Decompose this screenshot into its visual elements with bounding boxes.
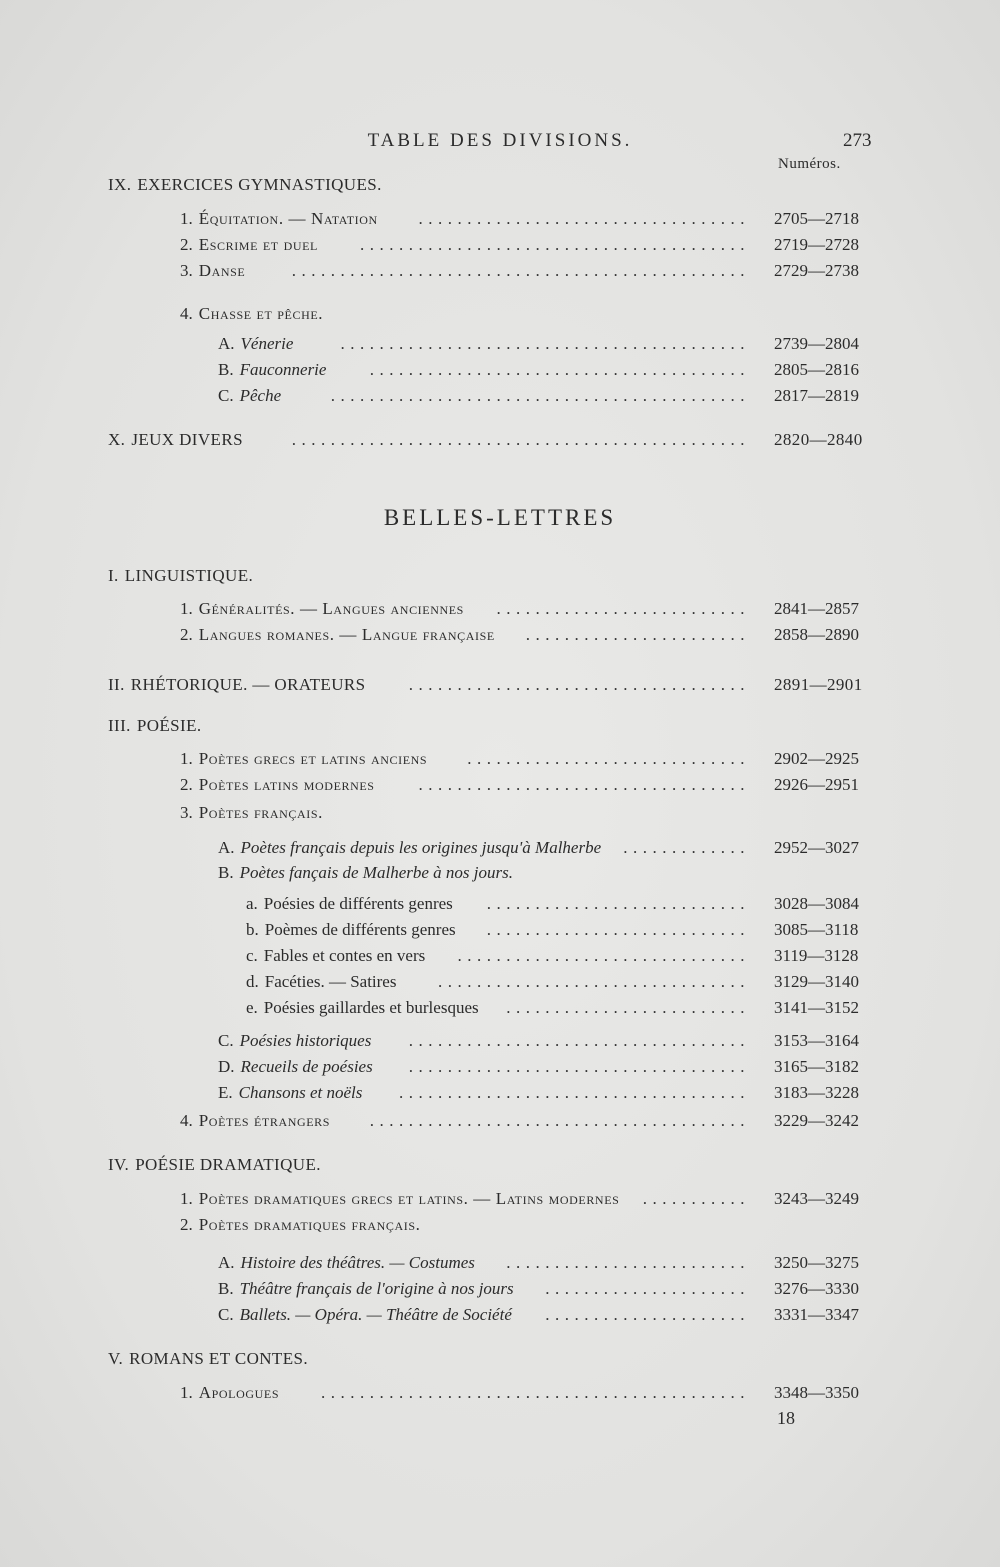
toc-entry-label (246, 995, 479, 1021)
dot-leader: .......................................... (340, 334, 750, 353)
dot-leader: ............................................... (291, 261, 750, 280)
toc-entry-text: Chansons et noëls (238, 1083, 363, 1102)
dot-leader: ................................... (408, 1057, 750, 1076)
toc-entry-marker: D. (218, 1057, 235, 1076)
toc-entry-range: 3243—3249 (774, 1189, 859, 1208)
toc-entry-marker: 4. (180, 304, 193, 323)
dot-leader: ........... (642, 1189, 750, 1208)
toc-entry (180, 1108, 874, 1134)
dot-leader: ..................... (545, 1305, 750, 1324)
toc-entry-range: 3183—3228 (774, 1083, 859, 1102)
toc-entry-label (246, 917, 456, 943)
dot-leader: ....................... (525, 625, 750, 644)
toc-entry-text: Recueils de poésies (240, 1057, 373, 1076)
toc-entry-marker: 1. (180, 599, 193, 618)
toc-entry-label (218, 860, 513, 886)
toc-entry (246, 969, 874, 995)
dot-leader: ........................................ (360, 235, 750, 254)
dot-leader: ..................... (545, 1279, 750, 1298)
dot-leader: ....................................... (369, 360, 750, 379)
signature-mark: 18 (777, 1408, 795, 1428)
toc-entry-text: Fables et contes en vers (263, 946, 426, 965)
column-label: Numéros. (778, 156, 841, 172)
toc-entry (108, 1152, 874, 1178)
toc-entry-marker: B. (218, 863, 234, 882)
toc-entry-text: Fauconnerie (239, 360, 327, 379)
toc-entry-marker: 3. (180, 261, 193, 280)
toc-entry (218, 1302, 874, 1328)
toc-entry-label (108, 427, 243, 453)
toc-entry (108, 563, 874, 589)
dot-leader: ............. (623, 838, 750, 857)
dot-leader: ........................... (486, 894, 750, 913)
toc-entry (180, 746, 874, 772)
toc-entry-marker: V. (108, 1349, 124, 1368)
toc-entry-marker: 2. (180, 625, 193, 644)
toc-entry-text: Poètes dramatiques français. (198, 1215, 421, 1234)
toc-entry-marker: X. (108, 430, 126, 449)
toc-entry (246, 943, 874, 969)
toc-entry (218, 1054, 874, 1080)
toc-entry (218, 383, 874, 409)
page-number: 273 (843, 130, 872, 151)
dot-leader: .............................. (457, 946, 750, 965)
dot-leader: ............................. (467, 749, 750, 768)
toc-entry-label (180, 1380, 279, 1406)
toc-entry-marker: b. (246, 920, 259, 939)
toc-entry-marker: I. (108, 566, 119, 585)
toc-entry-text: RHÉTORIQUE. — ORATEURS (130, 675, 366, 694)
toc-entry-text: Facéties. — Satires (264, 972, 397, 991)
toc-entry-range: 2817—2819 (774, 386, 859, 405)
toc-entry-text: POÉSIE. (136, 716, 202, 735)
toc-entry-range: 2858—2890 (774, 625, 859, 644)
toc-entry (218, 331, 874, 357)
toc-entry-marker: III. (108, 716, 131, 735)
toc-entry-marker: e. (246, 998, 258, 1017)
toc-entry-label (218, 357, 326, 383)
toc-entry (108, 1346, 874, 1372)
toc-entry-text: Poètes français. (198, 803, 323, 822)
dot-leader: ................................... (408, 675, 750, 694)
dot-leader: ........................... (486, 920, 750, 939)
toc-entry-label (180, 206, 378, 232)
toc-entry-range: 2891—2901 (774, 675, 863, 694)
toc-entry-text: Langues romanes. — Langue française (198, 625, 495, 644)
toc-entry-marker: c. (246, 946, 258, 965)
toc-entry-range: 3229—3242 (774, 1111, 859, 1130)
toc-entry-label (218, 1302, 512, 1328)
toc-entry-range: 2820—2840 (774, 430, 863, 449)
toc-entry (246, 917, 874, 943)
toc-entry-label (108, 1346, 308, 1372)
toc-entry-text: Poèmes de différents genres (264, 920, 456, 939)
toc-entry (218, 1028, 874, 1054)
toc-entry-text: Poètes grecs et latins anciens (198, 749, 428, 768)
toc-entry-marker: II. (108, 675, 125, 694)
toc-entry-range: 2805—2816 (774, 360, 859, 379)
toc-entry-range: 2739—2804 (774, 334, 859, 353)
toc-entry-label (108, 672, 365, 698)
toc-entry (108, 713, 874, 739)
toc-entry-label (246, 943, 425, 969)
toc-entry-marker: C. (218, 1305, 234, 1324)
toc-entry (218, 357, 874, 383)
toc-entry-label (108, 172, 382, 198)
toc-entry-text: Équitation. — Natation (198, 209, 378, 228)
toc-entry-label (218, 1250, 475, 1276)
toc-entry-marker: E. (218, 1083, 233, 1102)
toc-entry (180, 800, 874, 826)
toc-entry-label (108, 1152, 321, 1178)
dot-leader: .......................... (496, 599, 750, 618)
toc-entry-label (218, 383, 281, 409)
toc-entry-text: Généralités. — Langues anciennes (198, 599, 464, 618)
toc-entry-text: Danse (198, 261, 246, 280)
toc-entry-text: POÉSIE DRAMATIQUE. (135, 1155, 321, 1174)
toc-entry-marker: IV. (108, 1155, 130, 1174)
toc-entry-text: ROMANS ET CONTES. (129, 1349, 309, 1368)
toc-entry-range: 3119—3128 (774, 946, 859, 965)
toc-entry-label (246, 891, 453, 917)
toc-entry-marker: A. (218, 838, 235, 857)
dot-leader: ............................................ (321, 1383, 750, 1402)
toc-entry (180, 206, 874, 232)
toc-entry-label (180, 800, 323, 826)
dot-leader: ................................... (408, 1031, 750, 1050)
toc-entry-marker: B. (218, 1279, 234, 1298)
dot-leader: .................................... (399, 1083, 750, 1102)
toc-entry-range: 3276—3330 (774, 1279, 859, 1298)
toc-entry-marker: d. (246, 972, 259, 991)
toc-entry-label (218, 331, 293, 357)
toc-entry-label (108, 563, 253, 589)
toc-entry-range: 2952—3027 (774, 838, 859, 857)
dot-leader: ......................... (506, 1253, 750, 1272)
toc-entry-marker: a. (246, 894, 258, 913)
toc-entry-range: 2902—2925 (774, 749, 859, 768)
toc-entry-label (180, 596, 464, 622)
toc-entry-label (218, 1276, 514, 1302)
section-title: BELLES-LETTRES (383, 505, 617, 530)
toc-entry-marker: 1. (180, 209, 193, 228)
toc-entry-label (108, 713, 202, 739)
toc-entry (180, 622, 874, 648)
toc-entry-label (218, 1054, 373, 1080)
toc-entry (180, 258, 874, 284)
toc-entry (180, 1186, 874, 1212)
toc-entry-text: JEUX DIVERS (131, 430, 243, 449)
toc-entry-marker: A. (218, 1253, 235, 1272)
toc-entry-range: 3165—3182 (774, 1057, 859, 1076)
dot-leader: ....................................... (369, 1111, 750, 1130)
toc-entry (180, 772, 874, 798)
toc-entry-text: Poètes français depuis les origines jusqu'à Malherbe (240, 838, 602, 857)
toc-entry (246, 891, 874, 917)
toc-entry-range: 3153—3164 (774, 1031, 859, 1050)
toc-entry-label (246, 969, 396, 995)
toc-entry-range: 3348—3350 (774, 1383, 859, 1402)
toc-entry-label (218, 1080, 362, 1106)
toc-entry-marker: B. (218, 360, 234, 379)
dot-leader: .................................. (418, 775, 750, 794)
toc-entry (180, 1380, 874, 1406)
toc-entry (180, 1212, 874, 1238)
toc-entry-label (180, 746, 427, 772)
toc-entry-label (180, 1212, 420, 1238)
toc-entry-range: 3331—3347 (774, 1305, 859, 1324)
toc-entry-text: Pêche (239, 386, 282, 405)
toc-entry-marker: IX. (108, 175, 132, 194)
dot-leader: ........................................... (330, 386, 750, 405)
dot-leader: ............................................... (291, 430, 750, 449)
toc-entry (218, 835, 874, 861)
dot-leader: ......................... (506, 998, 750, 1017)
toc-entry-text: Poètes fançais de Malherbe à nos jours. (239, 863, 513, 882)
toc-entry-marker: 3. (180, 803, 193, 822)
toc-entry-range: 3250—3275 (774, 1253, 859, 1272)
dot-leader: .................................. (418, 209, 750, 228)
toc-entry-label (218, 835, 601, 861)
toc-entry-marker: C. (218, 386, 234, 405)
dot-leader: ................................ (438, 972, 750, 991)
toc-entry-text: Poésies de différents genres (263, 894, 453, 913)
toc-entry-text: Histoire des théâtres. — Costumes (240, 1253, 475, 1272)
toc-entry-text: Apologues (198, 1383, 280, 1402)
toc-entry-label (180, 1186, 619, 1212)
toc-entry-marker: C. (218, 1031, 234, 1050)
toc-entry-text: Poètes latins modernes (198, 775, 375, 794)
toc-entry-label (180, 232, 318, 258)
toc-entry-marker: 2. (180, 775, 193, 794)
toc-entry-label (180, 301, 323, 327)
toc-entry-range: 2841—2857 (774, 599, 859, 618)
toc-entry-text: Poésies gaillardes et burlesques (263, 998, 479, 1017)
toc-entry-text: LINGUISTIQUE. (124, 566, 254, 585)
toc-entry-text: Poètes étrangers (198, 1111, 331, 1130)
toc-entry-label (180, 258, 245, 284)
toc-entry-marker: 4. (180, 1111, 193, 1130)
toc-entry-text: Escrime et duel (198, 235, 318, 254)
toc-entry (108, 172, 874, 198)
toc-entry-text: Théâtre français de l'origine à nos jours (239, 1279, 514, 1298)
toc-entry (180, 596, 874, 622)
toc-entry-text: Poètes dramatiques grecs et latins. — Latins modernes (198, 1189, 620, 1208)
toc-entry-range: 3129—3140 (774, 972, 859, 991)
toc-entry-text: Poésies historiques (239, 1031, 372, 1050)
toc-entry-text: Ballets. — Opéra. — Théâtre de Société (239, 1305, 512, 1324)
toc-entry-range: 2719—2728 (774, 235, 859, 254)
toc-entry-marker: 1. (180, 749, 193, 768)
toc-entry-range: 2729—2738 (774, 261, 859, 280)
toc-entry (180, 301, 874, 327)
toc-entry-marker: 2. (180, 1215, 193, 1234)
toc-entry (180, 232, 874, 258)
toc-entry-text: Chasse et pêche. (198, 304, 324, 323)
toc-entry-label (180, 1108, 330, 1134)
toc-entry-label (180, 622, 495, 648)
toc-entry (218, 1250, 874, 1276)
toc-entry-marker: 2. (180, 235, 193, 254)
toc-entry-range: 3141—3152 (774, 998, 859, 1017)
toc-entry-marker: 1. (180, 1189, 193, 1208)
toc-entry (108, 427, 874, 453)
toc-entry-marker: A. (218, 334, 235, 353)
toc-entry-text: EXERCICES GYMNASTIQUES. (137, 175, 382, 194)
toc-entry (218, 860, 874, 886)
toc-entry-label (218, 1028, 371, 1054)
toc-entry (218, 1276, 874, 1302)
toc-entry (108, 672, 874, 698)
toc-entry-text: Vénerie (240, 334, 294, 353)
toc-entry-range: 3085—3118 (774, 920, 859, 939)
toc-entry-marker: 1. (180, 1383, 193, 1402)
running-title: TABLE DES DIVISIONS. (367, 130, 633, 151)
toc-entry (218, 1080, 874, 1106)
toc-entry-range: 2926—2951 (774, 775, 859, 794)
toc-entry-range: 3028—3084 (774, 894, 859, 913)
toc-entry-range: 2705—2718 (774, 209, 859, 228)
toc-entry (246, 995, 874, 1021)
toc-entry-label (180, 772, 375, 798)
